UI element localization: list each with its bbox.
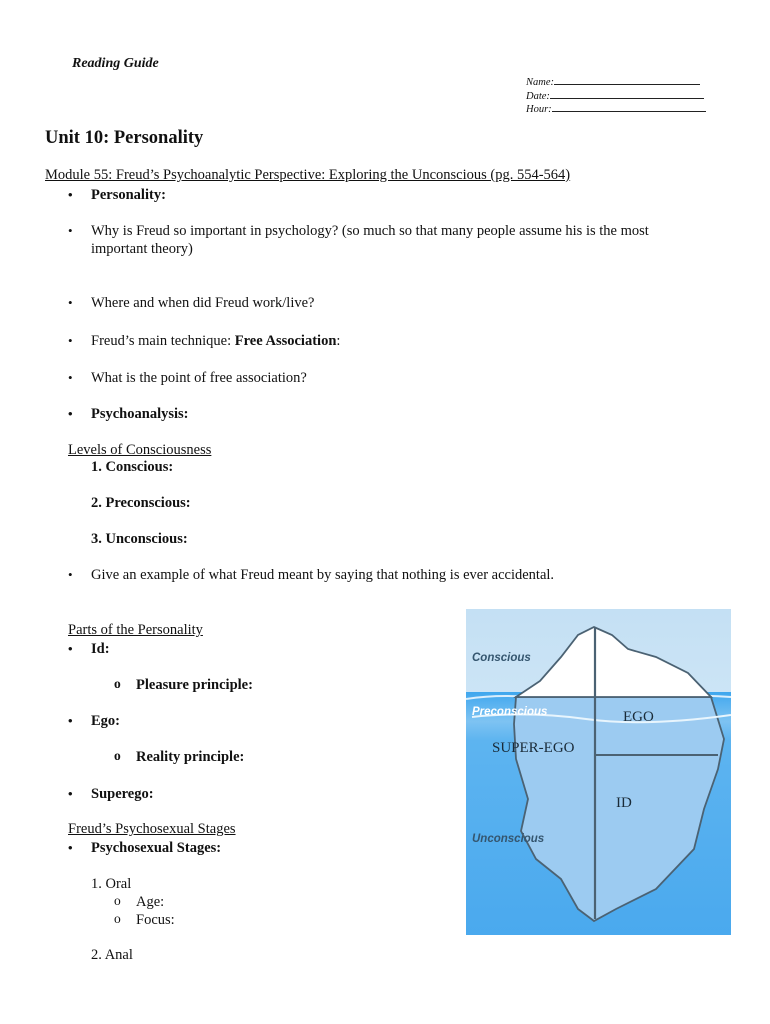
reading-guide-label: Reading Guide <box>72 56 159 71</box>
label-id: ID <box>616 795 632 811</box>
technique-suffix: : <box>336 333 341 349</box>
hour-field[interactable] <box>526 101 706 115</box>
date-field[interactable] <box>526 88 704 102</box>
question-freud-important: • Why is Freud so important in psychology? (so much so that many people assume his is the most important theory) <box>91 222 691 258</box>
level-preconscious: 2. Preconscious: <box>91 495 191 511</box>
label-superego: SUPER-EGO <box>492 740 575 756</box>
psychosexual-stages-label: • Psychosexual Stages: <box>91 839 221 857</box>
parts-heading: Parts of the Personality <box>68 622 203 638</box>
name-field[interactable] <box>526 74 700 88</box>
level-unconscious: 3. Unconscious: <box>91 531 188 547</box>
question-free-association-point: • What is the point of free association? <box>91 369 307 387</box>
label-ego: EGO <box>623 709 654 725</box>
label-unconscious: Unconscious <box>472 833 545 845</box>
page-title: Unit 10: Personality <box>45 128 204 148</box>
part-id: • Id: <box>91 640 110 658</box>
question-nothing-accidental: • Give an example of what Freud meant by saying that nothing is ever accidental. <box>91 566 554 584</box>
date-label: Date: <box>526 91 550 102</box>
question-where-when: • Where and when did Freud work/live? <box>91 294 314 312</box>
levels-heading: Levels of Consciousness <box>68 442 212 458</box>
technique-prefix: Freud’s main technique: <box>91 333 235 349</box>
question-personality: • Personality: <box>91 186 166 204</box>
label-conscious: Conscious <box>472 652 531 664</box>
hour-blank[interactable] <box>552 101 706 112</box>
module-heading: Module 55: Freud’s Psychoanalytic Perspective: Exploring the Unconscious (pg. 554-564) <box>45 167 571 183</box>
label-preconscious: Preconscious <box>472 706 548 718</box>
part-superego: • Superego: <box>91 785 154 803</box>
level-conscious: 1. Conscious: <box>91 459 174 475</box>
oral-age: o Age: <box>136 893 164 911</box>
hour-label: Hour: <box>526 104 552 115</box>
technique-free-association: Free Association <box>234 333 337 349</box>
oral-focus: o Focus: <box>136 911 175 929</box>
name-label: Name: <box>526 77 554 88</box>
name-blank[interactable] <box>554 74 700 85</box>
date-blank[interactable] <box>550 88 704 99</box>
stage-oral: 1. Oral <box>91 876 132 892</box>
pleasure-principle: o Pleasure principle: <box>136 676 253 694</box>
question-main-technique <box>91 332 340 350</box>
stages-heading: Freud’s Psychosexual Stages <box>68 821 236 837</box>
iceberg-diagram <box>466 609 731 935</box>
reality-principle: o Reality principle: <box>136 748 244 766</box>
part-ego: • Ego: <box>91 712 120 730</box>
question-psychoanalysis: • Psychoanalysis: <box>91 405 189 423</box>
stage-anal: 2. Anal <box>91 947 133 963</box>
